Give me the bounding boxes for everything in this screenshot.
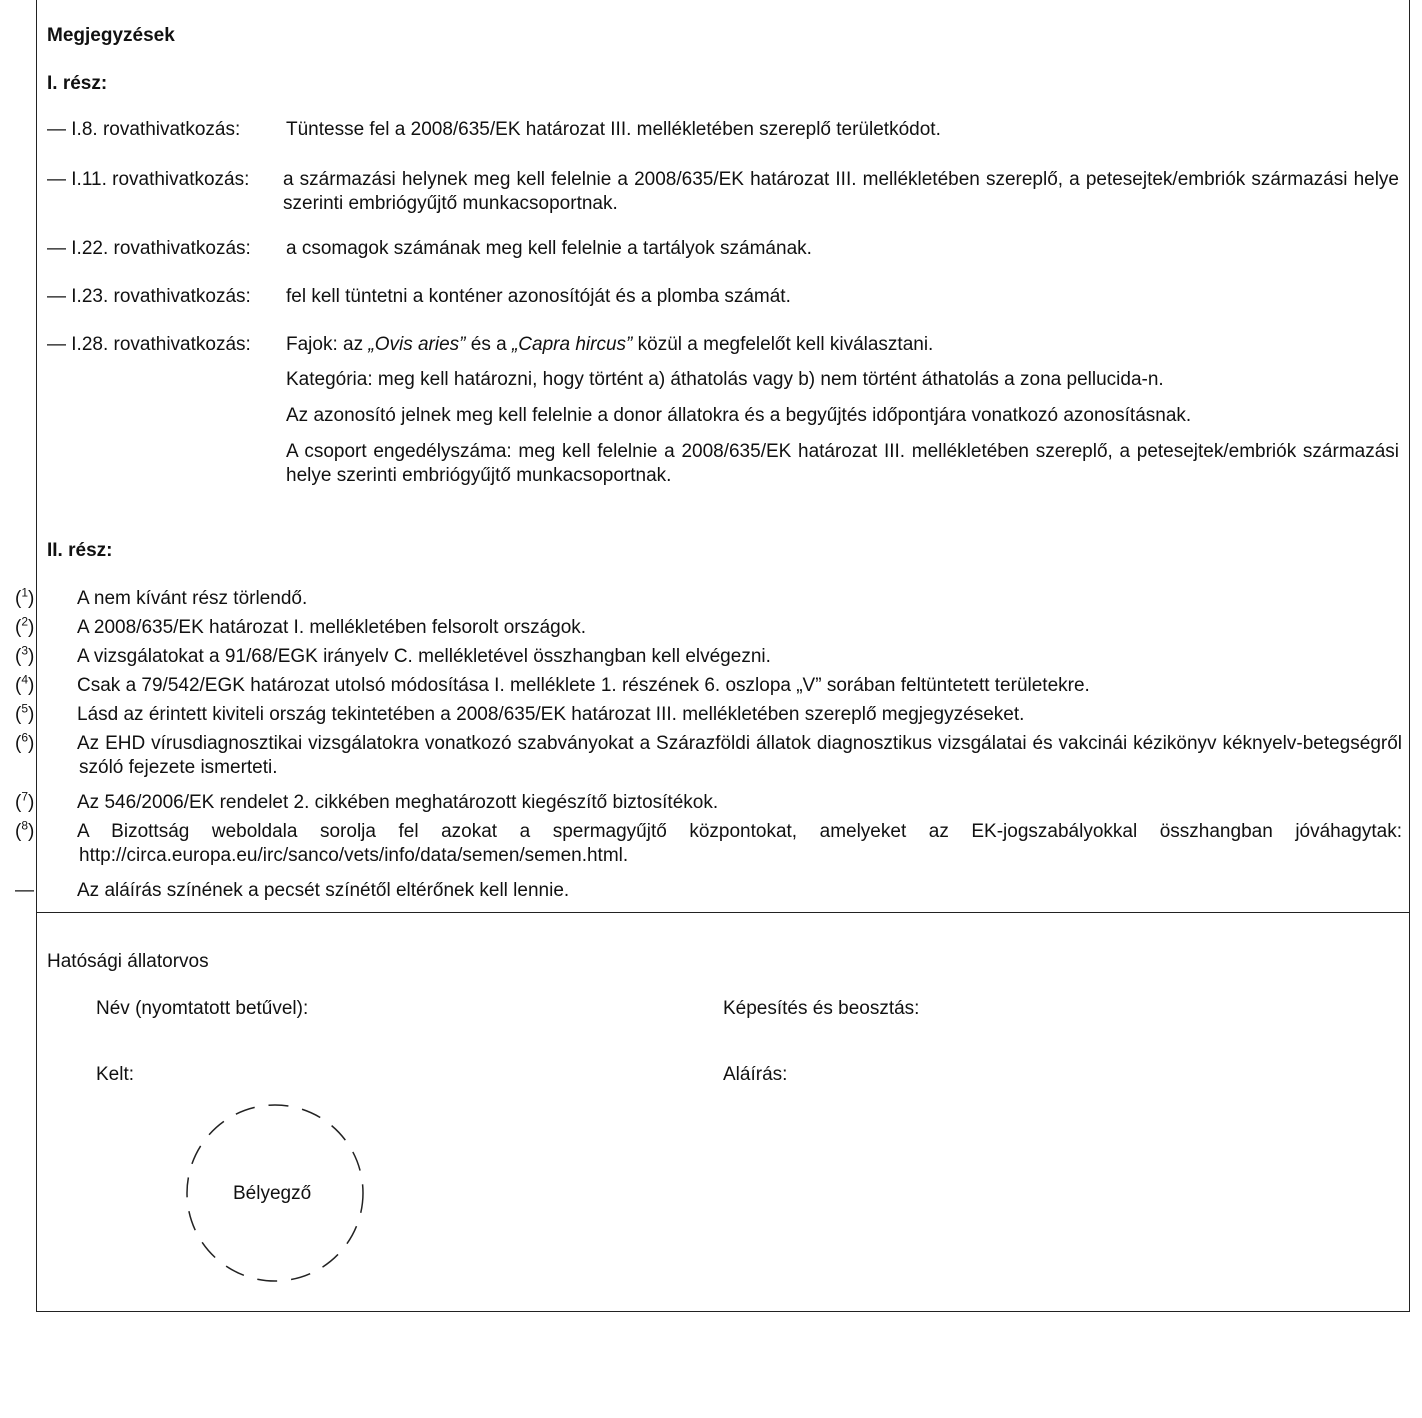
notes-heading: Megjegyzések [47, 25, 175, 46]
note-ref: I.11. rovathivatkozás: [71, 169, 250, 190]
footnote: ($^6$) Az EHD vírusdiagnosztikai vizsgálatokra vonatkozó szabványokat a Szárazföldi állatok diagnosztikus vizsgálatai és vakcinái kézikönyv kéknyelv-betegségről szóló fejezete ismerteti. [15, 730, 1402, 778]
footnote: ($^8$) A Bizottság weboldala sorolja fel azokat a spermagyűjtő központokat, amelyeket az EK-jogszabályokkal összhangban jóváhagytak: http://circa.europa.eu/irc/sanco/vets/info/data/semen/semen.html. [15, 818, 1402, 866]
footnote: ($^2$) A 2008/635/EK határozat I. mellékletében felsorolt országok. [15, 614, 587, 638]
note-ref: I.23. rovathivatkozás: [71, 286, 251, 307]
name-field-label: Név (nyomtatott betűvel): [96, 998, 309, 1019]
footnote: ($^7$) Az 546/2006/EK rendelet 2. cikkében meghatározott kiegészítő biztosítékok. [15, 789, 719, 813]
note-item: — I.11. rovathivatkozás: [47, 169, 250, 190]
note-text: a csomagok számának meg kell felelnie a tartályok számának. [286, 238, 812, 259]
note-ref: I.22. rovathivatkozás: [71, 238, 251, 259]
note-text: fel kell tüntetni a konténer azonosítóját és a plomba számát. [286, 286, 791, 307]
qualification-field-label: Képesítés és beosztás: [723, 998, 920, 1019]
note-item: — I.8. rovathivatkozás: [47, 119, 241, 140]
footnote: ($^1$) A nem kívánt rész törlendő. [15, 585, 308, 609]
notes-frame [15, 0, 1410, 1312]
official-vet-label: Hatósági állatorvos [47, 951, 209, 972]
note-item: — I.22. rovathivatkozás: [47, 238, 251, 259]
footnote-signature-color: — Az aláírás színének a pecsét színétől eltérőnek kell lennie. [15, 880, 570, 901]
note-text-group: A csoport engedélyszáma: meg kell felelnie a 2008/635/EK határozat III. mellékletében szereplő, a petesejtek/embriók származási helye szerinti embriógyűjtő munkacsoportnak. [286, 441, 1399, 486]
footnote: ($^4$) Csak a 79/542/EGK határozat utolsó módosítása I. melléklete 1. részének 6. oszlopa „V” sorában feltüntetett területekre. [15, 672, 1090, 696]
note-item: — I.23. rovathivatkozás: [47, 286, 251, 307]
note-text: Tüntesse fel a 2008/635/EK határozat III. mellékletében szereplő területkódot. [286, 119, 941, 140]
signature-field-label: Aláírás: [723, 1064, 788, 1085]
part2-title: II. rész: [47, 540, 113, 561]
note-ref: I.28. rovathivatkozás: [71, 334, 251, 355]
footnote-list [15, 585, 1402, 908]
note-text-category: Kategória: meg kell határozni, hogy történt a) áthatolás vagy b) nem történt áthatolás a zona pellucida-n. [286, 369, 1164, 390]
species-capra: „Capra hircus” [511, 334, 633, 355]
note-text-id: Az azonosító jelnek meg kell felelnie a donor állatokra és a begyűjtés időpontjára vonatkozó azonosításnak. [286, 405, 1192, 426]
date-field-label: Kelt: [96, 1064, 135, 1085]
section-divider [37, 912, 1409, 913]
footnote: ($^3$) A vizsgálatokat a 91/68/EGK irányelv C. mellékletével összhangban kell elvégezni. [15, 643, 771, 667]
species-ovis: „Ovis aries” [368, 334, 466, 355]
part1-title: I. rész: [47, 73, 108, 94]
note-ref: I.8. rovathivatkozás: [71, 119, 241, 140]
note-text: a származási helynek meg kell felelnie a 2008/635/EK határozat III. mellékletében szereplő, a petesejtek/embriók származási helye szerinti embriógyűjtő munkacsoportnak. [283, 169, 1399, 214]
note-text: Fajok: az „Ovis aries” és a „Capra hircus” közül a megfelelőt kell kiválasztani. [286, 334, 934, 355]
footnote: ($^5$) Lásd az érintett kiviteli ország tekintetében a 2008/635/EK határozat III. mellékletében szereplő megjegyzéseket. [15, 701, 1025, 725]
note-item: — I.28. rovathivatkozás: [47, 334, 251, 355]
stamp-label: Bélyegző [233, 1183, 312, 1204]
